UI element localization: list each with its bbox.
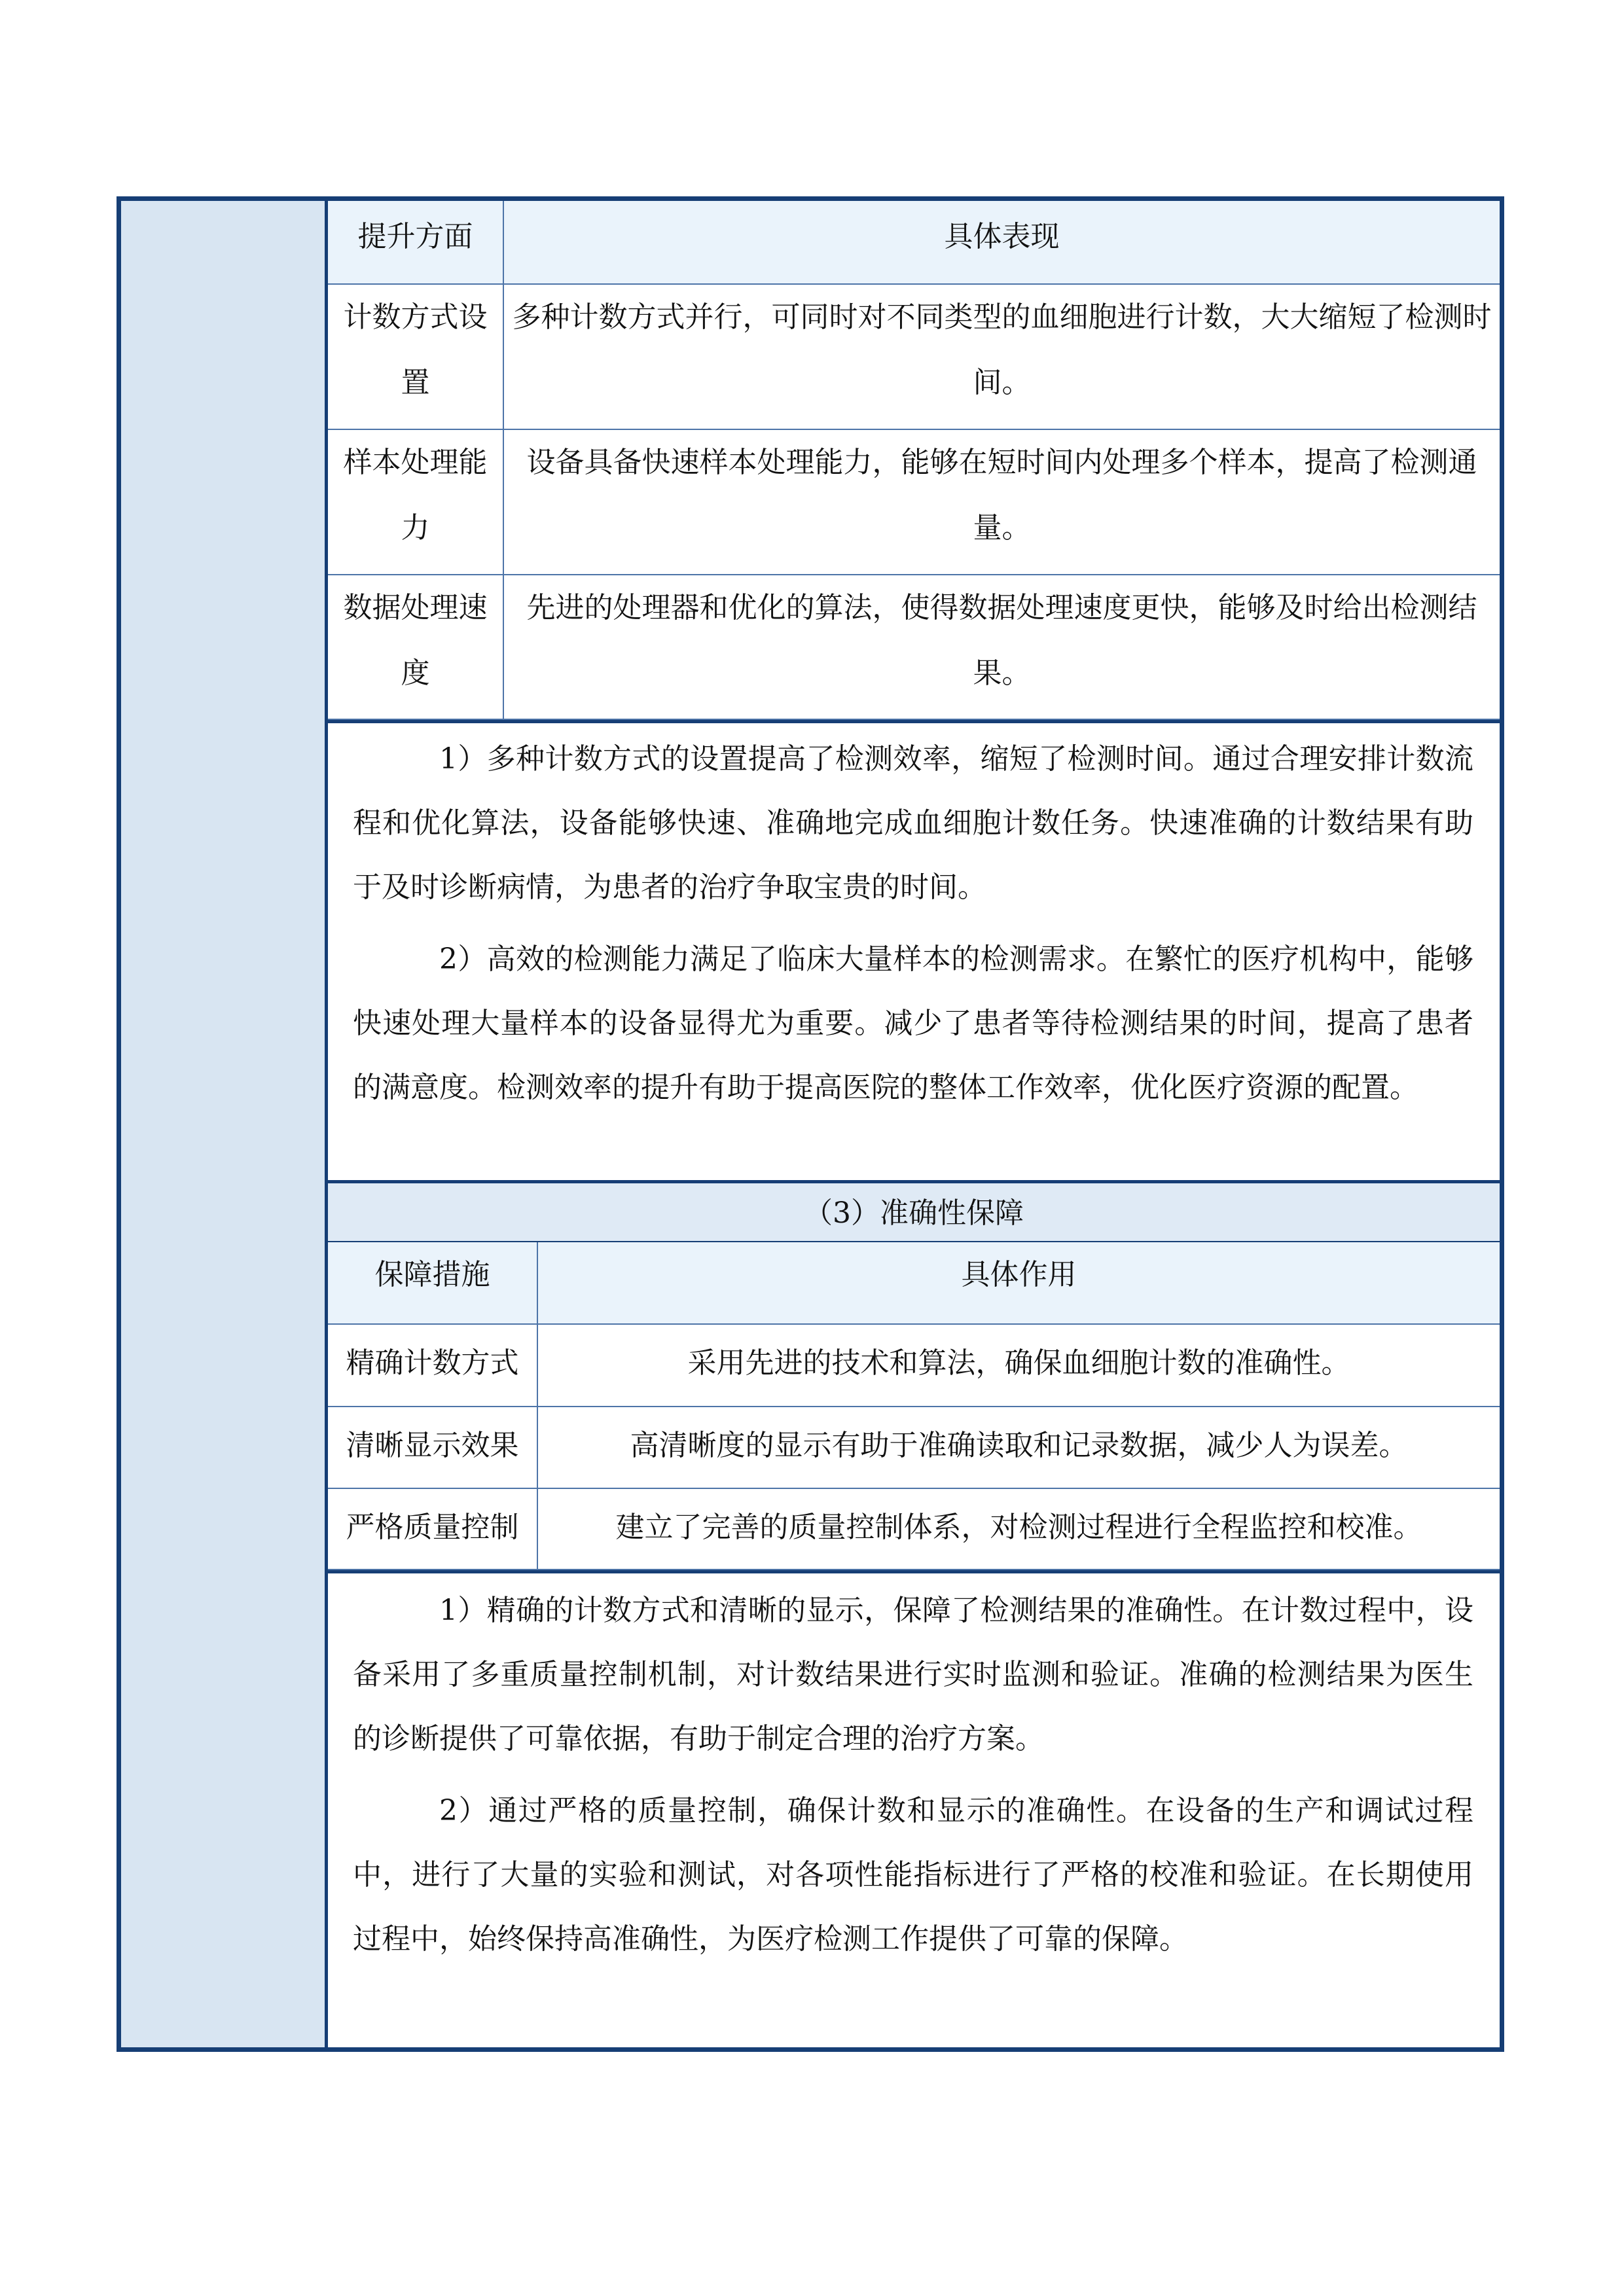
table-row (328, 1324, 1500, 1407)
efficiency-analysis (328, 720, 1500, 1180)
paragraph: 2）高效的检测能力满足了临床大量样本的检测需求。在繁忙的医疗机构中，能够快速处理大量样本的设备显得尤为重要。减少了患者等待检测结果的时间，提高了患者的满意度。检测效率的提升有助于提高医院的整体工作效率，优化医疗资源的配置。 (353, 942, 1473, 1104)
table-row (328, 1488, 1500, 1570)
row-detail: 多种计数方式并行，可同时对不同类型的血细胞进行计数，大大缩短了检测时间。 (503, 284, 1500, 429)
accuracy-table (328, 1242, 1500, 1570)
row-aspect: 数据处理速度 (328, 575, 503, 719)
row-aspect: 样本处理能力 (328, 429, 503, 575)
header-aspect: 提升方面 (328, 201, 503, 284)
table-row (328, 429, 1500, 575)
paragraph: 1）精确的计数方式和清晰的显示，保障了检测结果的准确性。在计数过程中，设备采用了多重质量控制机制，对计数结果进行实时监测和验证。准确的检测结果为医生的诊断提供了可靠依据，有助于制定合理的治疗方案。 (353, 1594, 1473, 1755)
row-effect: 建立了完善的质量控制体系，对检测过程进行全程监控和校准。 (537, 1488, 1500, 1570)
efficiency-table (328, 201, 1500, 720)
row-measure: 精确计数方式 (328, 1324, 537, 1407)
row-measure: 严格质量控制 (328, 1488, 537, 1570)
row-detail: 先进的处理器和优化的算法，使得数据处理速度更快，能够及时给出检测结果。 (503, 575, 1500, 719)
row-aspect: 计数方式设置 (328, 284, 503, 429)
row-detail: 设备具备快速样本处理能力，能够在短时间内处理多个样本，提高了检测通量。 (503, 429, 1500, 575)
accuracy-analysis (328, 1570, 1500, 1971)
section-heading: （3）准确性保障 (328, 1180, 1500, 1242)
content-column (328, 201, 1500, 2047)
table-row (328, 575, 1500, 719)
left-sidebar-column (121, 201, 328, 2047)
row-effect: 采用先进的技术和算法，确保血细胞计数的准确性。 (537, 1324, 1500, 1407)
table-row (328, 1407, 1500, 1488)
table-header-row (328, 1242, 1500, 1324)
header-effect: 具体作用 (537, 1242, 1500, 1324)
paragraph: 1）多种计数方式的设置提高了检测效率，缩短了检测时间。通过合理安排计数流程和优化算法，设备能够快速、准确地完成血细胞计数任务。快速准确的计数结果有助于及时诊断病情，为患者的治疗争取宝贵的时间。 (353, 742, 1473, 904)
table-row (328, 284, 1500, 429)
header-detail: 具体表现 (503, 201, 1500, 284)
paragraph: 2）通过严格的质量控制，确保计数和显示的准确性。在设备的生产和调试过程中，进行了大量的实验和测试，对各项性能指标进行了严格的校准和验证。在长期使用过程中，始终保持高准确性，为医疗检测工作提供了可靠的保障。 (353, 1794, 1473, 1956)
row-effect: 高清晰度的显示有助于准确读取和记录数据，减少人为误差。 (537, 1407, 1500, 1488)
table-header-row (328, 201, 1500, 284)
row-measure: 清晰显示效果 (328, 1407, 537, 1488)
document-frame (117, 196, 1504, 2052)
header-measure: 保障措施 (328, 1242, 537, 1324)
